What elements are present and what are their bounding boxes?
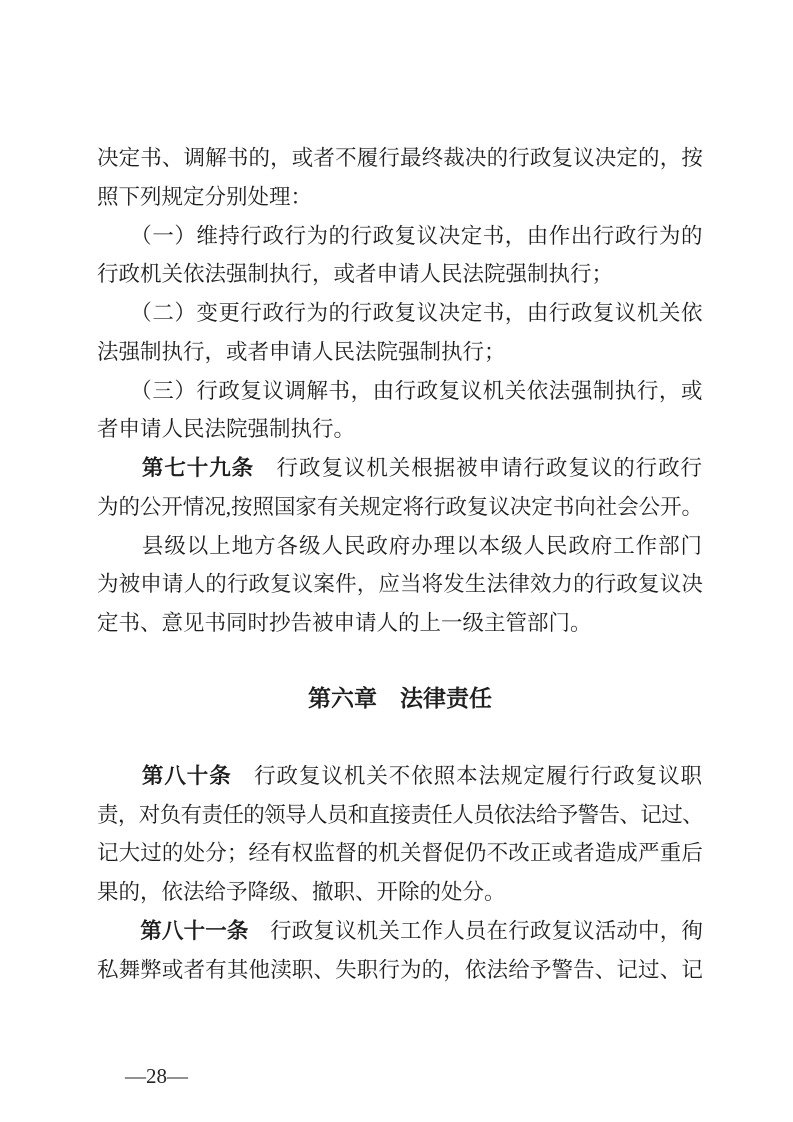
document-body [97,0,703,989]
text-line [97,834,703,873]
text-line-content: 记大过的处分；经有权监督的机关督促仍不改正或者造成严重后 [97,841,703,866]
article-number: 第七十九条 [97,456,255,480]
text-line-content: 决定书、调解书的，或者不履行最终裁决的行政复议决定的，按 [97,146,703,170]
text-line [97,488,703,527]
text-line-content: 第八十条 行政复议机关不依照本法规定履行行政复议职 [97,763,703,788]
page-number: —28— [125,1064,188,1088]
article-number: 第八十一条 [97,918,249,943]
text-line-content: （三）行政复议调解书，由行政复议机关依法强制执行，或 [97,378,703,403]
chapter-heading: 第六章 法律责任 [308,684,492,711]
text-line-content: 责，对负有责任的领导人员和直接责任人员依法给予警告、记过、 [97,802,703,827]
text-line [97,333,703,372]
text-line-content: 为被申请人的行政复议案件，应当将发生法律效力的行政复议决 [97,572,703,597]
article-number: 第八十条 [97,763,232,788]
text-line [97,255,703,294]
text-line-content: 法强制执行，或者申请人民法院强制执行； [97,339,506,364]
text-line [97,139,703,178]
text-line-content: （一）维持行政行为的行政复议决定书，由作出行政行为的 [97,223,703,248]
text-line-content: 定书、意见书同时抄告被申请人的上一级主管部门。 [97,611,592,635]
text-line [97,527,703,566]
text-line-content: 照下列规定分别处理： [97,184,313,209]
text-line [97,294,703,333]
text-line [97,449,703,488]
text-line [97,796,703,835]
text-line [97,410,703,449]
text-line [97,372,703,411]
text-line [97,912,703,951]
text-line-content: （二）变更行政行为的行政复议决定书，由行政复议机关依 [97,301,703,325]
text-line [97,951,703,990]
text-line-content: 为的公开情况,按照国家有关规定将行政复议决定书向社会公开。 [97,494,703,519]
text-line [97,604,703,643]
text-line-content: 第八十一条 行政复议机关工作人员在行政复议活动中，徇 [97,918,703,943]
text-line [97,217,703,256]
text-line-content: 果的，依法给予降级、撤职、开除的处分。 [97,880,506,904]
text-line-content: 者申请人民法院强制执行。 [97,417,356,442]
text-line-content: 县级以上地方各级人民政府办理以本级人民政府工作部门 [97,533,703,558]
text-line-content: 第七十九条 行政复议机关根据被申请行政复议的行政行 [97,456,703,480]
text-line-content: 私舞弊或者有其他渎职、失职行为的，依法给予警告、记过、记 [97,957,703,982]
text-line [97,565,703,604]
text-line-content: 行政机关依法强制执行，或者申请人民法院强制执行； [97,262,614,287]
text-line [97,178,703,217]
text-line [97,757,703,796]
text-line [97,873,703,912]
